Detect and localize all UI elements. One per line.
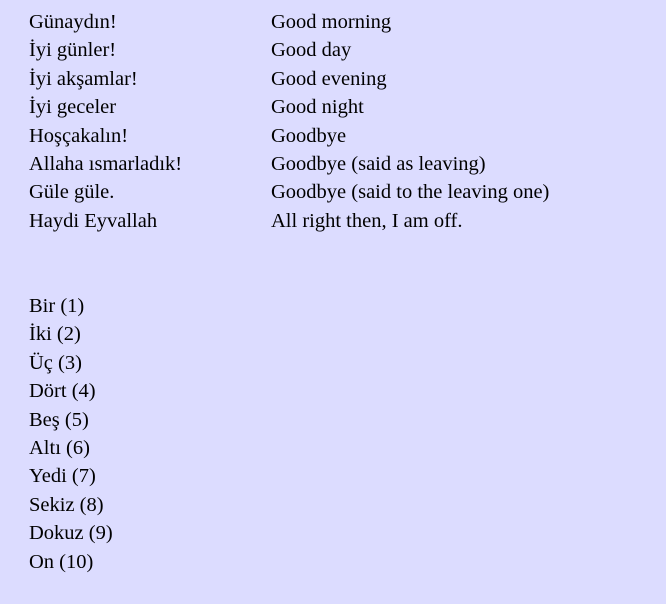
turkish-phrase: Hoşçakalın! xyxy=(29,124,129,147)
number-item: Bir (1) xyxy=(29,295,85,317)
number-item: Dokuz (9) xyxy=(29,522,113,545)
english-translation: Goodbye xyxy=(271,124,347,147)
english-translation: All right then, I am off. xyxy=(271,209,463,232)
phrase-row xyxy=(29,93,549,121)
number-item: Yedi (7) xyxy=(29,465,96,488)
english-translation: Good day xyxy=(271,39,352,62)
phrase-row xyxy=(29,8,549,36)
english-translation: Good evening xyxy=(271,67,387,90)
phrase-row xyxy=(29,36,549,64)
number-item: Altı (6) xyxy=(29,437,90,460)
turkish-phrase: İyi geceler xyxy=(29,96,117,119)
number-item: Sekiz (8) xyxy=(29,493,104,516)
number-item: Dört (4) xyxy=(29,380,96,403)
phrase-row xyxy=(29,150,549,178)
phrases-table xyxy=(29,8,549,235)
english-translation: Goodbye (said as leaving) xyxy=(271,153,486,176)
number-item: Beş (5) xyxy=(29,408,89,431)
number-item: Üç (3) xyxy=(29,351,82,374)
turkish-phrase: Günaydın! xyxy=(29,11,117,33)
turkish-phrase: Allaha ısmarladık! xyxy=(29,153,183,176)
phrase-row xyxy=(29,178,549,206)
english-translation: Good morning xyxy=(271,11,392,33)
phrase-row xyxy=(29,65,549,93)
turkish-phrase: Haydi Eyvallah xyxy=(29,209,158,232)
turkish-phrase: İyi günler! xyxy=(29,39,117,62)
number-item: İki (2) xyxy=(29,323,81,346)
turkish-phrase: Güle güle. xyxy=(29,181,115,204)
english-translation: Goodbye (said to the leaving one) xyxy=(271,181,550,204)
number-item: On (10) xyxy=(29,550,94,573)
numbers-list xyxy=(29,292,113,576)
phrase-row xyxy=(29,207,549,235)
turkish-phrase: İyi akşamlar! xyxy=(29,67,138,90)
english-translation: Good night xyxy=(271,96,364,119)
phrase-row xyxy=(29,122,549,150)
